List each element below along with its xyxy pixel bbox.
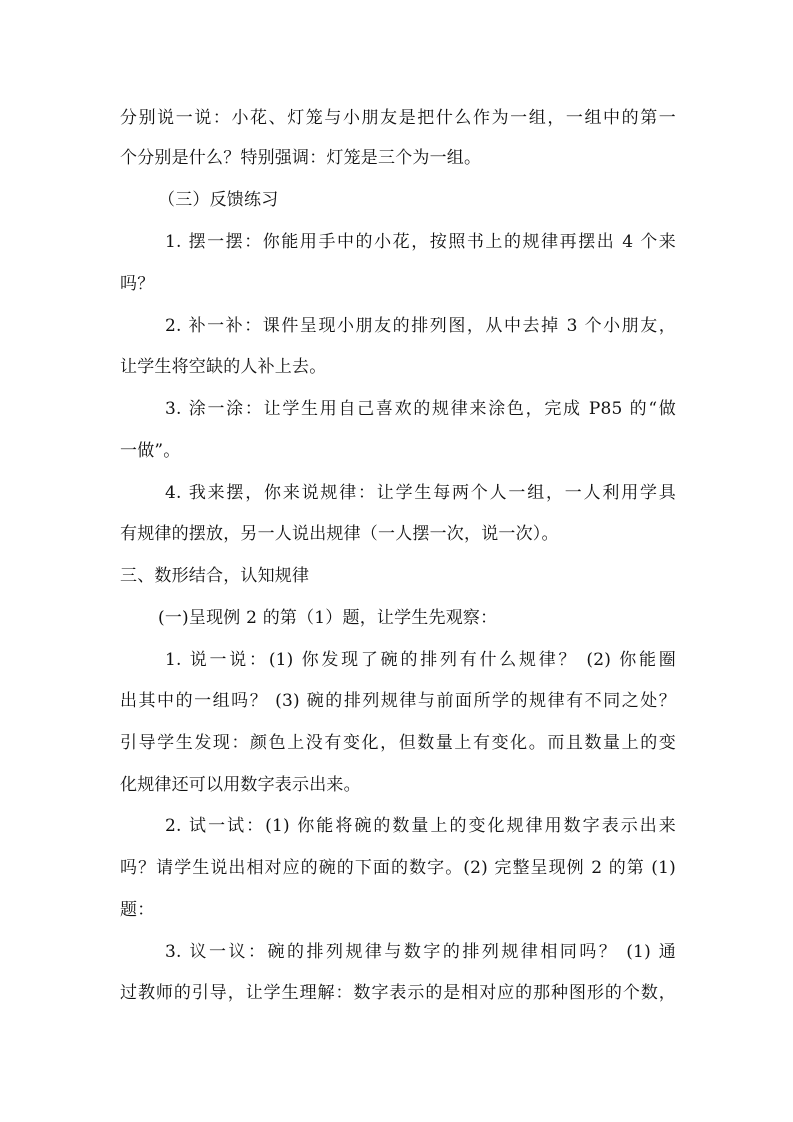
paragraph-line: 个分别是什么？特别强调：灯笼是三个为一组。 xyxy=(120,148,482,168)
paragraph-line: 一做”。 xyxy=(120,441,181,461)
paragraph-line: 有规律的摆放，另一人说出规律（一人摆一次，说一次）。 xyxy=(120,524,559,544)
paragraph-line: 题： xyxy=(120,900,155,920)
paragraph-line: 出其中的一组吗？ (3) 碗的排列规律与前面所学的规律有不同之处？ xyxy=(120,691,676,711)
exercise-item: 3. 议一议：碗的排列规律与数字的排列规律相同吗？ (1) 通 xyxy=(165,942,676,962)
exercise-item: 3. 涂一涂：让学生用自己喜欢的规律来涂色，完成 P85 的“做 xyxy=(165,399,676,419)
paragraph-line: 引导学生发现：颜色上没有变化，但数量上有变化。而且数量上的变 xyxy=(120,733,676,753)
exercise-item: 2. 补一补：课件呈现小朋友的排列图，从中去掉 3 个小朋友， xyxy=(165,316,676,336)
paragraph-line: 分别说一说：小花、灯笼与小朋友是把什么作为一组，一组中的第一 xyxy=(120,108,676,128)
paragraph-line: 吗？ xyxy=(120,274,155,294)
section-heading: 三、数形结合，认知规律 xyxy=(120,566,310,586)
paragraph-line: 化规律还可以用数字表示出来。 xyxy=(120,775,361,795)
exercise-item: 1. 说一说：(1) 你发现了碗的排列有什么规律？ (2) 你能圈 xyxy=(165,650,676,670)
exercise-item: 1. 摆一摆：你能用手中的小花，按照书上的规律再摆出 4 个来 xyxy=(165,232,676,252)
exercise-item: 4. 我来摆，你来说规律：让学生每两个人一组，一人利用学具 xyxy=(165,483,676,503)
section-heading: （三）反馈练习 xyxy=(158,190,279,210)
paragraph-line: 过教师的引导，让学生理解：数字表示的是相对应的那种图形的个数， xyxy=(120,983,676,1003)
subsection-heading: (一)呈现例 2 的第（1）题，让学生先观察： xyxy=(158,608,498,628)
exercise-item: 2. 试一试：(1) 你能将碗的数量上的变化规律用数字表示出来 xyxy=(165,816,676,836)
paragraph-line: 吗？请学生说出相对应的碗的下面的数字。(2) 完整呈现例 2 的第 (1) xyxy=(120,858,676,878)
paragraph-line: 让学生将空缺的人补上去。 xyxy=(120,357,327,377)
